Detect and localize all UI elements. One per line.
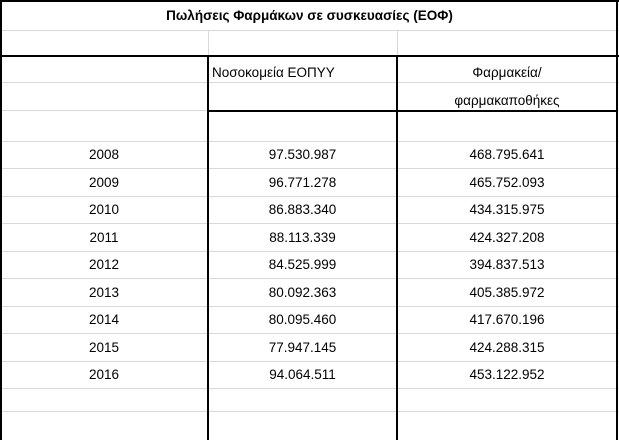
gridline bbox=[0, 141, 619, 142]
pharmacies-cell: 405.385.972 bbox=[469, 285, 545, 300]
gridline bbox=[0, 411, 619, 412]
table-title: Πωλήσεις Φαρμάκων σε συσκευασίες (ΕΟΦ) bbox=[166, 8, 453, 23]
header-separator bbox=[0, 55, 619, 57]
gridline bbox=[0, 30, 619, 31]
pharmacies-cell: 434.315.975 bbox=[469, 202, 545, 217]
year-cell: 2009 bbox=[88, 175, 120, 190]
hospitals-cell: 80.095.460 bbox=[268, 312, 337, 327]
pharmacies-cell: 453.122.952 bbox=[469, 367, 545, 382]
year-cell: 2010 bbox=[88, 202, 120, 217]
header-underline-pharmacies bbox=[396, 110, 618, 112]
pharmacies-cell: 424.288.315 bbox=[469, 340, 545, 355]
year-cell: 2014 bbox=[88, 312, 120, 327]
header-hospitals: Νοσοκομεία ΕΟΠΥΥ bbox=[212, 65, 335, 80]
pharmacies-cell: 424.327.208 bbox=[469, 230, 545, 245]
gridline bbox=[0, 306, 619, 307]
hospitals-cell: 77.947.145 bbox=[268, 340, 337, 355]
header-underline-hospitals bbox=[207, 110, 398, 112]
header-pharmacies-line1: Φαρμακεία/ bbox=[472, 65, 542, 80]
hospitals-cell: 88.113.339 bbox=[269, 230, 336, 245]
gridline bbox=[0, 333, 619, 334]
year-cell: 2011 bbox=[89, 230, 119, 245]
gridline bbox=[0, 82, 619, 83]
year-cell: 2012 bbox=[88, 257, 120, 272]
pharmacies-cell: 417.670.196 bbox=[469, 312, 545, 327]
pharmacies-cell: 465.752.093 bbox=[469, 175, 545, 190]
pharmacies-cell: 394.837.513 bbox=[469, 257, 545, 272]
gridline bbox=[397, 30, 398, 56]
hospitals-cell: 86.883.340 bbox=[268, 202, 337, 217]
year-cell: 2008 bbox=[88, 147, 120, 162]
year-cell: 2013 bbox=[88, 285, 120, 300]
gridline bbox=[0, 388, 619, 389]
header-pharmacies-line2: φαρμακαποθήκες bbox=[454, 93, 560, 108]
gridline bbox=[0, 361, 619, 362]
gridline bbox=[0, 251, 619, 252]
gridline bbox=[0, 278, 619, 279]
hospitals-cell: 96.771.278 bbox=[268, 175, 337, 190]
gridline bbox=[0, 223, 619, 224]
table-border-top bbox=[0, 0, 619, 2]
hospitals-cell: 94.064.511 bbox=[269, 367, 336, 382]
hospitals-cell: 97.530.987 bbox=[268, 147, 337, 162]
year-cell: 2016 bbox=[88, 367, 120, 382]
hospitals-cell: 84.525.999 bbox=[268, 257, 337, 272]
year-cell: 2015 bbox=[88, 340, 120, 355]
gridline bbox=[0, 196, 619, 197]
gridline bbox=[208, 30, 209, 56]
hospitals-cell: 80.092.363 bbox=[268, 285, 337, 300]
gridline bbox=[0, 168, 619, 169]
pharmacies-cell: 468.795.641 bbox=[469, 147, 545, 162]
